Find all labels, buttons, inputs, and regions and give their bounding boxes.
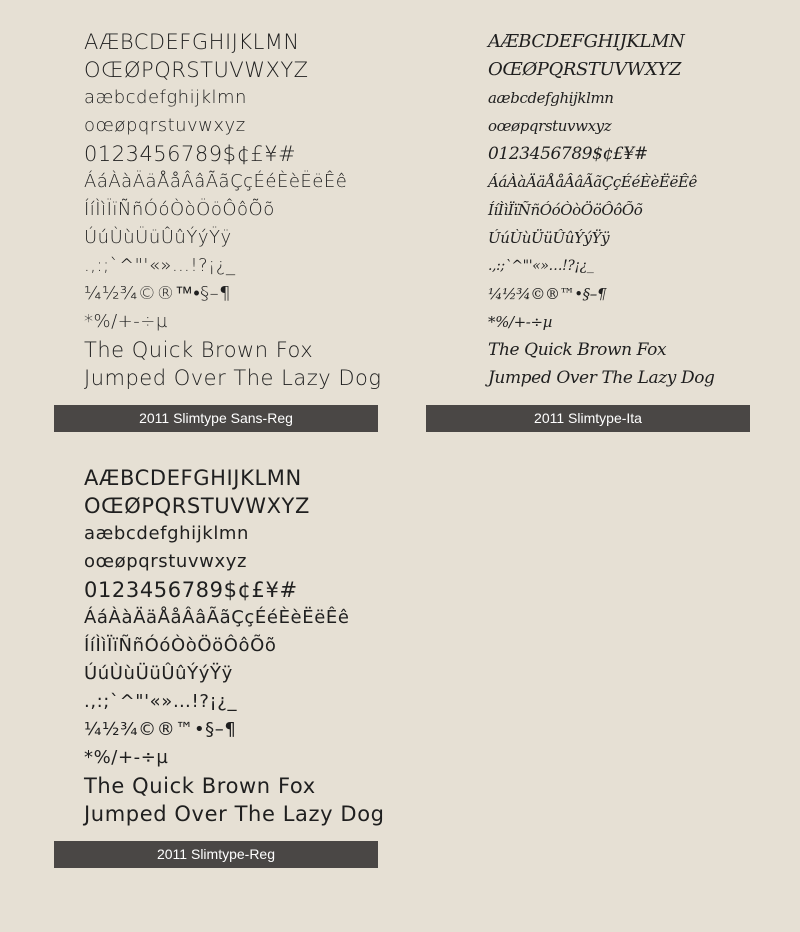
glyph-line-lowercase-1: aæbcdefghijklmn [84,87,247,108]
glyph-line-punctuation: .,:;`^"'«»…!?¡¿_ [84,255,236,276]
specimen-caption-banner: 2011 Slimtype Sans-Reg [54,405,378,432]
pangram-line-1: The Quick Brown Fox [488,340,667,360]
glyph-line-accents-3: ÚúÙùÜüÛûÝýŸÿ [488,229,610,247]
glyph-line-accents-1: ÁáÀàÄäÅåÂâÃãÇçÉéÈèËëÊê [84,171,348,192]
glyph-line-lowercase-2: oœøpqrstuvwxyz [84,115,246,136]
glyph-line-lowercase-1: aæbcdefghijklmn [488,89,614,107]
glyph-line-accents-1: ÁáÀàÄäÅåÂâÃãÇçÉéÈèËëÊê [488,173,698,191]
specimen-sans-reg [84,28,381,392]
glyph-line-uppercase-2: OŒØPQRSTUVWXYZ [84,494,310,518]
glyph-line-uppercase-2: OŒØPQRSTUVWXYZ [84,58,309,82]
glyph-line-lowercase-2: oœøpqrstuvwxyz [84,551,248,572]
pangram-line-2: Jumped Over The Lazy Dog [84,366,382,390]
glyph-line-lowercase-1: aæbcdefghijklmn [84,523,250,544]
glyph-line-figures: 0123456789$¢£¥# [84,142,297,166]
glyph-line-math: *%/+-÷µ [84,747,169,768]
glyph-line-math: *%/+-÷µ [84,311,168,332]
glyph-line-punctuation: .,:;`^"'«»…!?¡¿_ [84,691,238,712]
glyph-line-lowercase-2: oœøpqrstuvwxyz [488,117,612,135]
pangram-line-1: The Quick Brown Fox [84,338,314,362]
glyph-line-symbols: ¼½¾©®™•§–¶ [84,283,232,304]
pangram-line-2: Jumped Over The Lazy Dog [488,368,715,388]
specimen-reg [84,464,385,828]
glyph-line-math: *%/+-÷µ [488,313,552,331]
glyph-line-accents-1: ÁáÀàÄäÅåÂâÃãÇçÉéÈèËëÊê [84,607,350,628]
pangram-line-1: The Quick Brown Fox [84,774,316,798]
glyph-line-figures: 0123456789$¢£¥# [488,144,648,164]
glyph-line-uppercase-1: AÆBCDEFGHIJKLMN [488,31,685,52]
specimen-caption-banner: 2011 Slimtype-Reg [54,841,378,868]
glyph-line-accents-3: ÚúÙùÜüÛûÝýŸÿ [84,663,233,684]
glyph-line-uppercase-1: AÆBCDEFGHIJKLMN [84,30,300,54]
glyph-line-symbols: ¼½¾©®™•§–¶ [84,719,237,740]
glyph-line-accents-3: ÚúÙùÜüÛûÝýŸÿ [84,227,232,248]
glyph-line-symbols: ¼½¾©®™•§–¶ [488,285,607,303]
glyph-line-uppercase-2: OŒØPQRSTUVWXYZ [488,59,682,80]
glyph-line-accents-2: ÍíÌìÏïÑñÓóÒòÖöÔôÕõ [488,201,643,219]
glyph-line-figures: 0123456789$¢£¥# [84,578,298,602]
glyph-line-punctuation: .,:;`^"'«»…!?¡¿_ [488,258,594,274]
specimen-caption-banner: 2011 Slimtype-Ita [426,405,750,432]
glyph-line-accents-2: ÍíÌìÏïÑñÓóÒòÖöÔôÕõ [84,199,275,220]
glyph-line-uppercase-1: AÆBCDEFGHIJKLMN [84,466,302,490]
specimen-ita [488,28,715,392]
glyph-line-accents-2: ÍíÌìÏïÑñÓóÒòÖöÔôÕõ [84,635,277,656]
pangram-line-2: Jumped Over The Lazy Dog [84,802,385,826]
